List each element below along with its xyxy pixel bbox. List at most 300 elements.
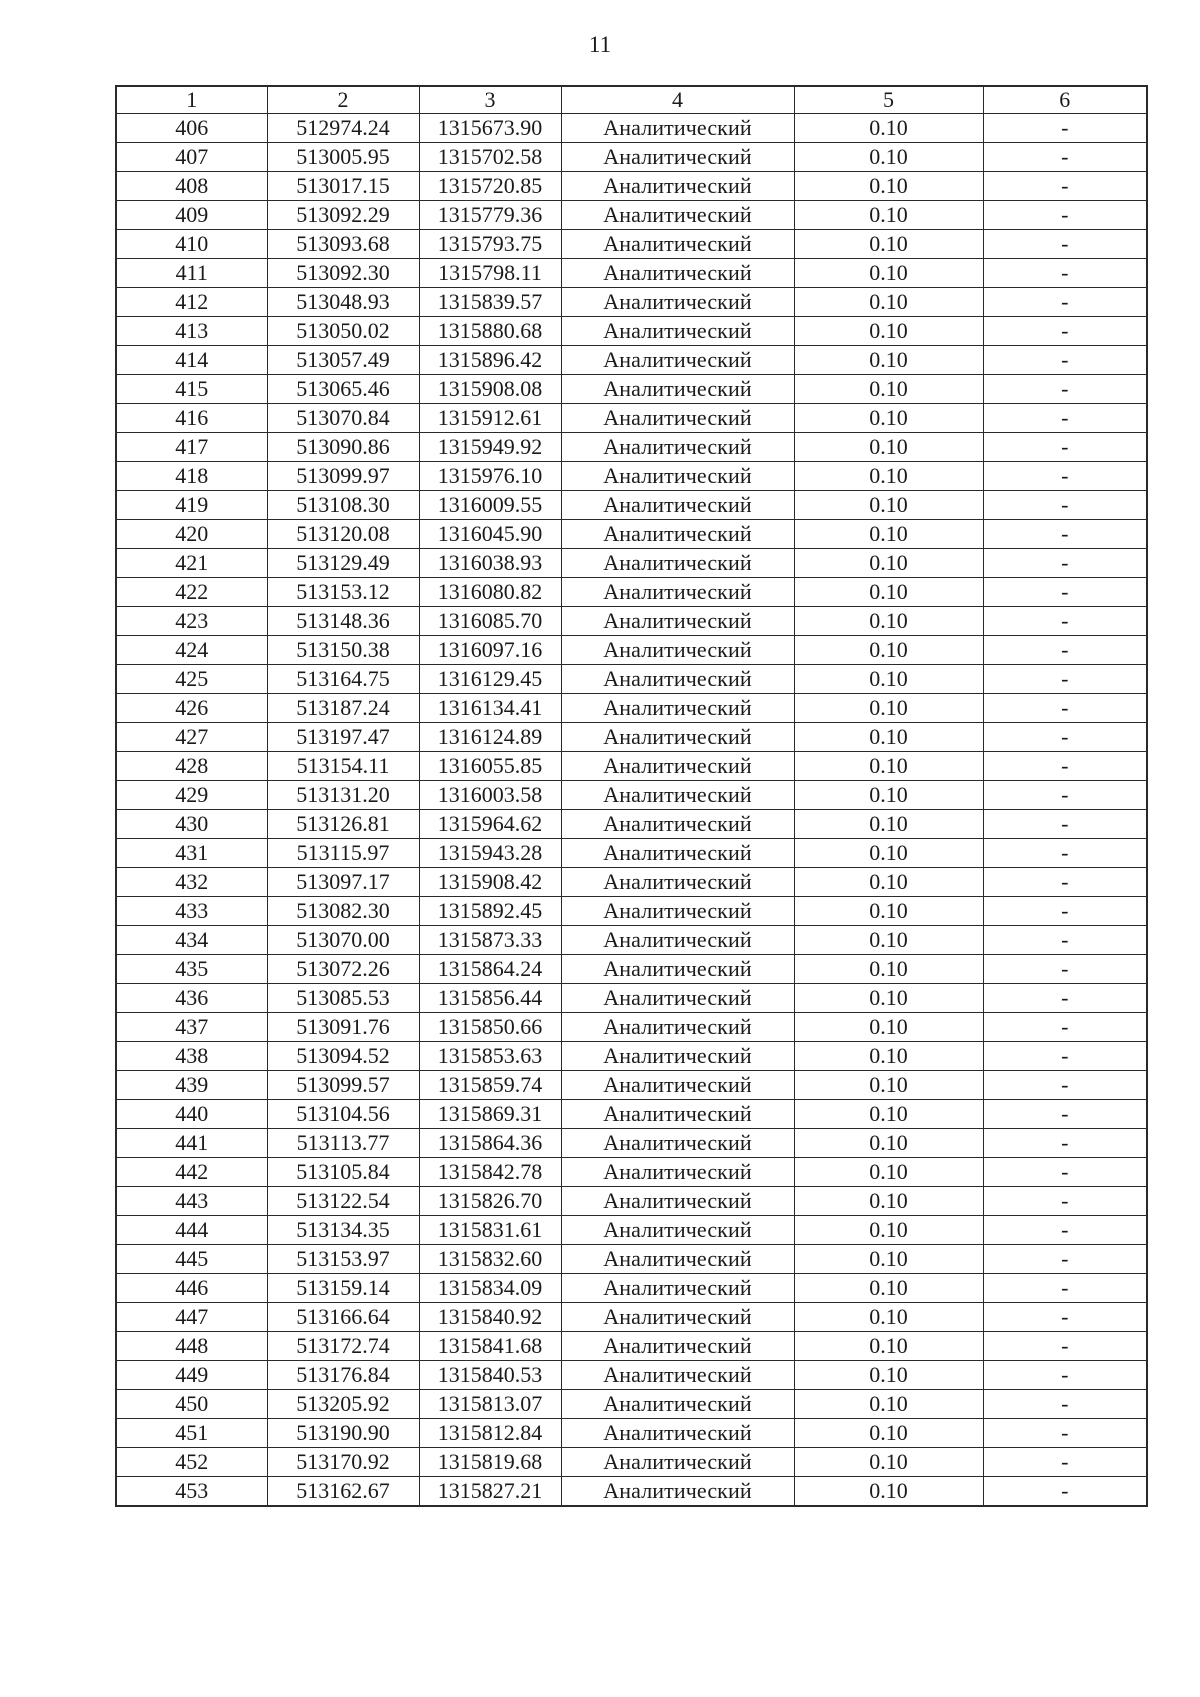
y-coordinate-cell: 1315840.92 <box>419 1303 561 1332</box>
y-coordinate-cell: 1315702.58 <box>419 143 561 172</box>
note-cell: - <box>983 723 1147 752</box>
point-number-cell: 410 <box>116 230 267 259</box>
table-row <box>116 1071 1147 1100</box>
point-number-cell: 441 <box>116 1129 267 1158</box>
y-coordinate-cell: 1315842.78 <box>419 1158 561 1187</box>
table-row <box>116 781 1147 810</box>
table-row <box>116 1129 1147 1158</box>
y-coordinate-cell: 1315949.92 <box>419 433 561 462</box>
accuracy-cell: 0.10 <box>794 1419 983 1448</box>
accuracy-cell: 0.10 <box>794 665 983 694</box>
note-cell: - <box>983 1158 1147 1187</box>
method-cell: Аналитический <box>561 636 794 665</box>
point-number-cell: 453 <box>116 1477 267 1507</box>
header-cell: 6 <box>983 86 1147 114</box>
table-row <box>116 375 1147 404</box>
accuracy-cell: 0.10 <box>794 462 983 491</box>
table-row <box>116 201 1147 230</box>
accuracy-cell: 0.10 <box>794 433 983 462</box>
y-coordinate-cell: 1315793.75 <box>419 230 561 259</box>
method-cell: Аналитический <box>561 839 794 868</box>
method-cell: Аналитический <box>561 520 794 549</box>
y-coordinate-cell: 1315798.11 <box>419 259 561 288</box>
note-cell: - <box>983 839 1147 868</box>
accuracy-cell: 0.10 <box>794 578 983 607</box>
x-coordinate-cell: 513082.30 <box>267 897 419 926</box>
accuracy-cell: 0.10 <box>794 839 983 868</box>
x-coordinate-cell: 513148.36 <box>267 607 419 636</box>
accuracy-cell: 0.10 <box>794 1187 983 1216</box>
method-cell: Аналитический <box>561 1274 794 1303</box>
note-cell: - <box>983 1332 1147 1361</box>
note-cell: - <box>983 1071 1147 1100</box>
x-coordinate-cell: 513153.12 <box>267 578 419 607</box>
header-row <box>116 86 1147 114</box>
note-cell: - <box>983 114 1147 143</box>
note-cell: - <box>983 201 1147 230</box>
x-coordinate-cell: 513094.52 <box>267 1042 419 1071</box>
table-row <box>116 810 1147 839</box>
accuracy-cell: 0.10 <box>794 346 983 375</box>
method-cell: Аналитический <box>561 143 794 172</box>
table-row <box>116 491 1147 520</box>
method-cell: Аналитический <box>561 1013 794 1042</box>
accuracy-cell: 0.10 <box>794 491 983 520</box>
accuracy-cell: 0.10 <box>794 810 983 839</box>
note-cell: - <box>983 955 1147 984</box>
y-coordinate-cell: 1315892.45 <box>419 897 561 926</box>
table-row <box>116 1187 1147 1216</box>
table-row <box>116 317 1147 346</box>
table-row <box>116 868 1147 897</box>
x-coordinate-cell: 513150.38 <box>267 636 419 665</box>
accuracy-cell: 0.10 <box>794 288 983 317</box>
method-cell: Аналитический <box>561 462 794 491</box>
accuracy-cell: 0.10 <box>794 926 983 955</box>
point-number-cell: 452 <box>116 1448 267 1477</box>
y-coordinate-cell: 1316085.70 <box>419 607 561 636</box>
table-row <box>116 723 1147 752</box>
method-cell: Аналитический <box>561 201 794 230</box>
method-cell: Аналитический <box>561 288 794 317</box>
point-number-cell: 406 <box>116 114 267 143</box>
point-number-cell: 423 <box>116 607 267 636</box>
y-coordinate-cell: 1315864.36 <box>419 1129 561 1158</box>
table-row <box>116 1303 1147 1332</box>
point-number-cell: 448 <box>116 1332 267 1361</box>
method-cell: Аналитический <box>561 1477 794 1507</box>
x-coordinate-cell: 513072.26 <box>267 955 419 984</box>
method-cell: Аналитический <box>561 810 794 839</box>
x-coordinate-cell: 513057.49 <box>267 346 419 375</box>
note-cell: - <box>983 897 1147 926</box>
table-row <box>116 607 1147 636</box>
method-cell: Аналитический <box>561 1332 794 1361</box>
y-coordinate-cell: 1315880.68 <box>419 317 561 346</box>
point-number-cell: 419 <box>116 491 267 520</box>
point-number-cell: 412 <box>116 288 267 317</box>
x-coordinate-cell: 513050.02 <box>267 317 419 346</box>
header-cell: 4 <box>561 86 794 114</box>
x-coordinate-cell: 513172.74 <box>267 1332 419 1361</box>
accuracy-cell: 0.10 <box>794 636 983 665</box>
y-coordinate-cell: 1315779.36 <box>419 201 561 230</box>
table-row <box>116 1216 1147 1245</box>
note-cell: - <box>983 1100 1147 1129</box>
method-cell: Аналитический <box>561 433 794 462</box>
method-cell: Аналитический <box>561 955 794 984</box>
y-coordinate-cell: 1315964.62 <box>419 810 561 839</box>
y-coordinate-cell: 1315853.63 <box>419 1042 561 1071</box>
point-number-cell: 443 <box>116 1187 267 1216</box>
table-row <box>116 926 1147 955</box>
y-coordinate-cell: 1315720.85 <box>419 172 561 201</box>
y-coordinate-cell: 1315859.74 <box>419 1071 561 1100</box>
table-row <box>116 1390 1147 1419</box>
y-coordinate-cell: 1315841.68 <box>419 1332 561 1361</box>
accuracy-cell: 0.10 <box>794 404 983 433</box>
method-cell: Аналитический <box>561 1361 794 1390</box>
note-cell: - <box>983 433 1147 462</box>
method-cell: Аналитический <box>561 665 794 694</box>
y-coordinate-cell: 1316129.45 <box>419 665 561 694</box>
table-row <box>116 433 1147 462</box>
table-row <box>116 143 1147 172</box>
method-cell: Аналитический <box>561 404 794 433</box>
note-cell: - <box>983 1448 1147 1477</box>
point-number-cell: 426 <box>116 694 267 723</box>
point-number-cell: 407 <box>116 143 267 172</box>
table-row <box>116 578 1147 607</box>
x-coordinate-cell: 513092.30 <box>267 259 419 288</box>
accuracy-cell: 0.10 <box>794 201 983 230</box>
x-coordinate-cell: 513122.54 <box>267 1187 419 1216</box>
x-coordinate-cell: 513070.84 <box>267 404 419 433</box>
note-cell: - <box>983 375 1147 404</box>
x-coordinate-cell: 513205.92 <box>267 1390 419 1419</box>
accuracy-cell: 0.10 <box>794 1448 983 1477</box>
x-coordinate-cell: 513065.46 <box>267 375 419 404</box>
y-coordinate-cell: 1315819.68 <box>419 1448 561 1477</box>
x-coordinate-cell: 513093.68 <box>267 230 419 259</box>
x-coordinate-cell: 513170.92 <box>267 1448 419 1477</box>
x-coordinate-cell: 513120.08 <box>267 520 419 549</box>
accuracy-cell: 0.10 <box>794 897 983 926</box>
x-coordinate-cell: 513187.24 <box>267 694 419 723</box>
y-coordinate-cell: 1315864.24 <box>419 955 561 984</box>
table-row <box>116 1448 1147 1477</box>
note-cell: - <box>983 462 1147 491</box>
note-cell: - <box>983 665 1147 694</box>
point-number-cell: 447 <box>116 1303 267 1332</box>
method-cell: Аналитический <box>561 346 794 375</box>
table-row <box>116 1361 1147 1390</box>
point-number-cell: 432 <box>116 868 267 897</box>
table-row <box>116 636 1147 665</box>
method-cell: Аналитический <box>561 1419 794 1448</box>
note-cell: - <box>983 346 1147 375</box>
table-row <box>116 549 1147 578</box>
point-number-cell: 446 <box>116 1274 267 1303</box>
accuracy-cell: 0.10 <box>794 752 983 781</box>
table-row <box>116 1274 1147 1303</box>
accuracy-cell: 0.10 <box>794 1042 983 1071</box>
y-coordinate-cell: 1316124.89 <box>419 723 561 752</box>
header-cell: 1 <box>116 86 267 114</box>
note-cell: - <box>983 810 1147 839</box>
table-row <box>116 694 1147 723</box>
table-row <box>116 404 1147 433</box>
y-coordinate-cell: 1315908.42 <box>419 868 561 897</box>
accuracy-cell: 0.10 <box>794 1245 983 1274</box>
x-coordinate-cell: 513190.90 <box>267 1419 419 1448</box>
point-number-cell: 451 <box>116 1419 267 1448</box>
x-coordinate-cell: 512974.24 <box>267 114 419 143</box>
table-row <box>116 752 1147 781</box>
point-number-cell: 429 <box>116 781 267 810</box>
point-number-cell: 439 <box>116 1071 267 1100</box>
method-cell: Аналитический <box>561 1216 794 1245</box>
table-row <box>116 1477 1147 1507</box>
method-cell: Аналитический <box>561 259 794 288</box>
x-coordinate-cell: 513104.56 <box>267 1100 419 1129</box>
note-cell: - <box>983 636 1147 665</box>
method-cell: Аналитический <box>561 868 794 897</box>
point-number-cell: 434 <box>116 926 267 955</box>
x-coordinate-cell: 513085.53 <box>267 984 419 1013</box>
x-coordinate-cell: 513134.35 <box>267 1216 419 1245</box>
accuracy-cell: 0.10 <box>794 114 983 143</box>
point-number-cell: 415 <box>116 375 267 404</box>
y-coordinate-cell: 1315827.21 <box>419 1477 561 1507</box>
table-row <box>116 839 1147 868</box>
note-cell: - <box>983 1013 1147 1042</box>
y-coordinate-cell: 1315840.53 <box>419 1361 561 1390</box>
point-number-cell: 409 <box>116 201 267 230</box>
y-coordinate-cell: 1315813.07 <box>419 1390 561 1419</box>
y-coordinate-cell: 1316045.90 <box>419 520 561 549</box>
method-cell: Аналитический <box>561 984 794 1013</box>
note-cell: - <box>983 1274 1147 1303</box>
note-cell: - <box>983 1129 1147 1158</box>
method-cell: Аналитический <box>561 317 794 346</box>
accuracy-cell: 0.10 <box>794 259 983 288</box>
accuracy-cell: 0.10 <box>794 520 983 549</box>
x-coordinate-cell: 513166.64 <box>267 1303 419 1332</box>
point-number-cell: 450 <box>116 1390 267 1419</box>
x-coordinate-cell: 513162.67 <box>267 1477 419 1507</box>
x-coordinate-cell: 513154.11 <box>267 752 419 781</box>
x-coordinate-cell: 513129.49 <box>267 549 419 578</box>
header-cell: 5 <box>794 86 983 114</box>
point-number-cell: 433 <box>116 897 267 926</box>
x-coordinate-cell: 513176.84 <box>267 1361 419 1390</box>
method-cell: Аналитический <box>561 1042 794 1071</box>
accuracy-cell: 0.10 <box>794 549 983 578</box>
accuracy-cell: 0.10 <box>794 172 983 201</box>
point-number-cell: 422 <box>116 578 267 607</box>
note-cell: - <box>983 1390 1147 1419</box>
method-cell: Аналитический <box>561 781 794 810</box>
table-row <box>116 1042 1147 1071</box>
accuracy-cell: 0.10 <box>794 375 983 404</box>
note-cell: - <box>983 926 1147 955</box>
accuracy-cell: 0.10 <box>794 1303 983 1332</box>
point-number-cell: 424 <box>116 636 267 665</box>
note-cell: - <box>983 1245 1147 1274</box>
table-row <box>116 259 1147 288</box>
x-coordinate-cell: 513164.75 <box>267 665 419 694</box>
y-coordinate-cell: 1315943.28 <box>419 839 561 868</box>
point-number-cell: 430 <box>116 810 267 839</box>
note-cell: - <box>983 1361 1147 1390</box>
accuracy-cell: 0.10 <box>794 1071 983 1100</box>
accuracy-cell: 0.10 <box>794 230 983 259</box>
method-cell: Аналитический <box>561 607 794 636</box>
point-number-cell: 418 <box>116 462 267 491</box>
point-number-cell: 445 <box>116 1245 267 1274</box>
accuracy-cell: 0.10 <box>794 781 983 810</box>
accuracy-cell: 0.10 <box>794 1390 983 1419</box>
point-number-cell: 427 <box>116 723 267 752</box>
y-coordinate-cell: 1315873.33 <box>419 926 561 955</box>
y-coordinate-cell: 1316055.85 <box>419 752 561 781</box>
y-coordinate-cell: 1315834.09 <box>419 1274 561 1303</box>
table-row <box>116 172 1147 201</box>
accuracy-cell: 0.10 <box>794 607 983 636</box>
table-row <box>116 955 1147 984</box>
x-coordinate-cell: 513197.47 <box>267 723 419 752</box>
point-number-cell: 444 <box>116 1216 267 1245</box>
point-number-cell: 420 <box>116 520 267 549</box>
x-coordinate-cell: 513070.00 <box>267 926 419 955</box>
method-cell: Аналитический <box>561 1303 794 1332</box>
note-cell: - <box>983 317 1147 346</box>
y-coordinate-cell: 1315826.70 <box>419 1187 561 1216</box>
point-number-cell: 436 <box>116 984 267 1013</box>
note-cell: - <box>983 143 1147 172</box>
method-cell: Аналитический <box>561 578 794 607</box>
x-coordinate-cell: 513017.15 <box>267 172 419 201</box>
method-cell: Аналитический <box>561 1448 794 1477</box>
x-coordinate-cell: 513048.93 <box>267 288 419 317</box>
accuracy-cell: 0.10 <box>794 143 983 172</box>
y-coordinate-cell: 1316009.55 <box>419 491 561 520</box>
accuracy-cell: 0.10 <box>794 1361 983 1390</box>
table-body <box>116 114 1147 1507</box>
note-cell: - <box>983 172 1147 201</box>
note-cell: - <box>983 1419 1147 1448</box>
x-coordinate-cell: 513153.97 <box>267 1245 419 1274</box>
point-number-cell: 442 <box>116 1158 267 1187</box>
y-coordinate-cell: 1315673.90 <box>419 114 561 143</box>
y-coordinate-cell: 1315976.10 <box>419 462 561 491</box>
x-coordinate-cell: 513131.20 <box>267 781 419 810</box>
method-cell: Аналитический <box>561 230 794 259</box>
table-row <box>116 288 1147 317</box>
x-coordinate-cell: 513115.97 <box>267 839 419 868</box>
y-coordinate-cell: 1315850.66 <box>419 1013 561 1042</box>
x-coordinate-cell: 513092.29 <box>267 201 419 230</box>
note-cell: - <box>983 781 1147 810</box>
header-cell: 3 <box>419 86 561 114</box>
note-cell: - <box>983 1187 1147 1216</box>
note-cell: - <box>983 520 1147 549</box>
method-cell: Аналитический <box>561 897 794 926</box>
y-coordinate-cell: 1315812.84 <box>419 1419 561 1448</box>
method-cell: Аналитический <box>561 694 794 723</box>
method-cell: Аналитический <box>561 1187 794 1216</box>
table-row <box>116 1100 1147 1129</box>
accuracy-cell: 0.10 <box>794 955 983 984</box>
note-cell: - <box>983 1477 1147 1507</box>
y-coordinate-cell: 1316038.93 <box>419 549 561 578</box>
point-number-cell: 435 <box>116 955 267 984</box>
method-cell: Аналитический <box>561 1100 794 1129</box>
table-row <box>116 462 1147 491</box>
x-coordinate-cell: 513126.81 <box>267 810 419 839</box>
point-number-cell: 425 <box>116 665 267 694</box>
table-row <box>116 897 1147 926</box>
note-cell: - <box>983 694 1147 723</box>
table-row <box>116 346 1147 375</box>
note-cell: - <box>983 491 1147 520</box>
table-row <box>116 230 1147 259</box>
note-cell: - <box>983 578 1147 607</box>
accuracy-cell: 0.10 <box>794 868 983 897</box>
accuracy-cell: 0.10 <box>794 1216 983 1245</box>
note-cell: - <box>983 1216 1147 1245</box>
method-cell: Аналитический <box>561 1129 794 1158</box>
x-coordinate-cell: 513091.76 <box>267 1013 419 1042</box>
accuracy-cell: 0.10 <box>794 1274 983 1303</box>
method-cell: Аналитический <box>561 1245 794 1274</box>
y-coordinate-cell: 1316003.58 <box>419 781 561 810</box>
accuracy-cell: 0.10 <box>794 1158 983 1187</box>
coordinates-table <box>115 85 1148 1507</box>
point-number-cell: 416 <box>116 404 267 433</box>
point-number-cell: 414 <box>116 346 267 375</box>
method-cell: Аналитический <box>561 491 794 520</box>
note-cell: - <box>983 230 1147 259</box>
point-number-cell: 413 <box>116 317 267 346</box>
accuracy-cell: 0.10 <box>794 317 983 346</box>
table-row <box>116 1419 1147 1448</box>
note-cell: - <box>983 549 1147 578</box>
y-coordinate-cell: 1315831.61 <box>419 1216 561 1245</box>
accuracy-cell: 0.10 <box>794 1129 983 1158</box>
note-cell: - <box>983 868 1147 897</box>
method-cell: Аналитический <box>561 549 794 578</box>
y-coordinate-cell: 1316097.16 <box>419 636 561 665</box>
page-number: 11 <box>588 32 612 57</box>
table-row <box>116 1332 1147 1361</box>
header-cell: 2 <box>267 86 419 114</box>
note-cell: - <box>983 404 1147 433</box>
method-cell: Аналитический <box>561 114 794 143</box>
method-cell: Аналитический <box>561 1390 794 1419</box>
method-cell: Аналитический <box>561 723 794 752</box>
accuracy-cell: 0.10 <box>794 1100 983 1129</box>
x-coordinate-cell: 513005.95 <box>267 143 419 172</box>
accuracy-cell: 0.10 <box>794 723 983 752</box>
y-coordinate-cell: 1315896.42 <box>419 346 561 375</box>
y-coordinate-cell: 1315908.08 <box>419 375 561 404</box>
point-number-cell: 417 <box>116 433 267 462</box>
x-coordinate-cell: 513097.17 <box>267 868 419 897</box>
x-coordinate-cell: 513099.57 <box>267 1071 419 1100</box>
x-coordinate-cell: 513090.86 <box>267 433 419 462</box>
